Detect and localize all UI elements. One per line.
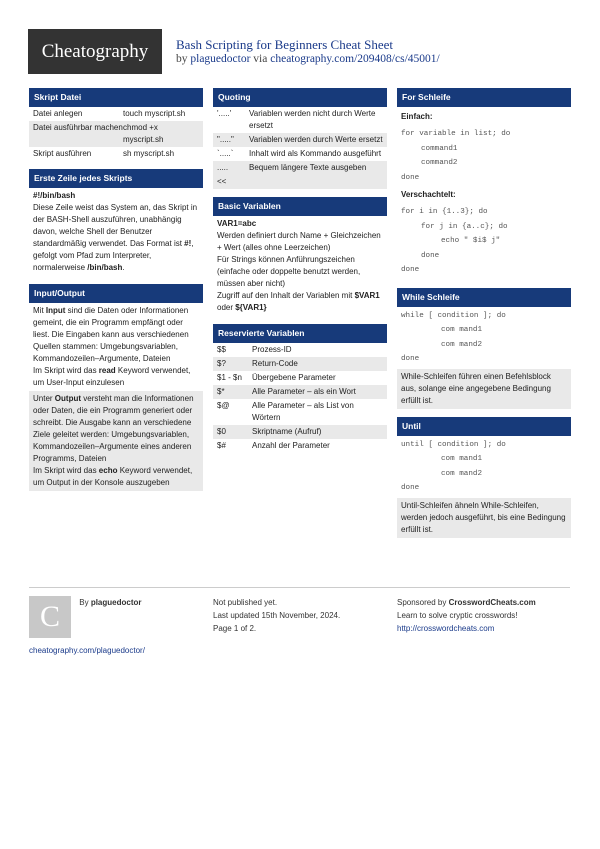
footer-status-block (213, 596, 387, 635)
footer-author-link[interactable]: plaguedoctor (90, 598, 142, 607)
code-block (397, 307, 571, 369)
paragraph-text: Zugriff auf den Inhalt der Variablen mit (217, 291, 355, 300)
section-quoting (213, 88, 387, 189)
row-value: Übergebene Parameter (252, 373, 336, 382)
code-line: done (401, 355, 420, 363)
section-header: While Schleife (397, 288, 571, 307)
page-title: Bash Scripting for Beginners Cheat Sheet (176, 37, 393, 52)
code-line: command1 (421, 144, 458, 153)
code-line: com mand1 (441, 455, 483, 463)
paragraph-text: Im Skript wird das (33, 466, 99, 475)
row-key: << (217, 177, 227, 186)
row-value: sh myscript.sh (123, 149, 175, 158)
sheet-url-link[interactable]: cheatography.com/209408/cs/45001/ (270, 53, 440, 65)
row-key: $? (217, 359, 226, 368)
section-header: Skript Datei (29, 88, 203, 107)
paragraph-text: oder (217, 303, 236, 312)
section-header: Until (397, 417, 571, 436)
code-line: command2 (421, 159, 458, 167)
section-header: Reservierte Variablen (213, 324, 387, 343)
row-value: Anzahl der Parameter (252, 441, 330, 450)
bold-text: Verschachtelt: (401, 190, 456, 199)
bold-text: /bin/bash (87, 263, 123, 272)
code-line: done (401, 484, 420, 492)
row-value: Alle Parameter – als ein Wort (252, 387, 356, 396)
row-key: Skript ausführen (33, 149, 92, 158)
section-header: For Schleife (397, 88, 571, 107)
row-key: "....." (217, 135, 234, 144)
last-updated: Last updated 15th November, 2024. (213, 611, 341, 620)
table-row (213, 439, 387, 453)
row-value: Prozess-ID (252, 345, 292, 354)
section-skript-datei (29, 88, 203, 161)
row-key: $0 (217, 427, 226, 436)
table-row (29, 121, 203, 147)
bold-text: VAR1=abc (217, 219, 257, 228)
paragraph-text: Mit (33, 306, 46, 315)
code-line: for variable in list; do (401, 130, 511, 138)
paragraph-text: Für Strings können Anführungszeichen (einfache oder doppelte benutzt werden, müssen aber nicht) (217, 255, 361, 288)
by-label: by (176, 53, 188, 65)
table-row (213, 357, 387, 371)
cheatography-logo[interactable]: Cheatography (28, 29, 162, 74)
paragraph-text: Im Skript wird das (33, 366, 99, 375)
section-header: Quoting (213, 88, 387, 107)
column-3 (397, 88, 571, 546)
row-key: ..... (217, 163, 229, 172)
paragraph-text: sind die Daten oder Informationen gemeint, die ein Programm empfängt oder liest. Die Eingaben kann aus verschiedenen Quellen stammen: Umgebungsvariablen, Kommandozeilen–Argumente, Dateien (33, 306, 189, 363)
table-row (29, 147, 203, 161)
code-line: for i in {1..3}; do (401, 208, 488, 216)
sponsor-label: Sponsored by (397, 598, 449, 607)
table-row (213, 385, 387, 399)
shebang-text: #!/bin/bash (33, 191, 76, 200)
paragraph-text: While-Schleifen führen einen Befehlsblock aus, solange eine angegebene Bedingung erfüllt ist. (397, 369, 571, 409)
row-key: $$ (217, 345, 226, 354)
row-value: Variablen werden durch Werte ersetzt (249, 135, 383, 144)
code-line: while [ condition ]; do (401, 311, 506, 320)
row-key: '.....' (217, 109, 232, 118)
bold-text: Einfach: (401, 112, 433, 121)
table-row (213, 107, 387, 133)
paragraph-text: Unter (33, 394, 55, 403)
author-profile-link[interactable]: cheatography.com/plaguedoctor/ (29, 646, 145, 655)
row-key: $@ (217, 401, 230, 410)
page-number: Page 1 of 2. (213, 624, 257, 633)
sponsor-link[interactable]: http://crosswordcheats.com (397, 624, 495, 633)
table-row (213, 343, 387, 357)
table-row (213, 371, 387, 385)
code-line: com mand2 (441, 469, 483, 478)
code-line: until [ condition ]; do (401, 440, 506, 449)
bold-text: $VAR1 (354, 291, 380, 300)
row-key: Datei anlegen (33, 109, 83, 118)
publish-status: Not published yet. (213, 598, 278, 607)
code-block (397, 203, 571, 280)
row-value: chmod +x myscript.sh (123, 123, 164, 144)
table-row (213, 133, 387, 147)
input-paragraph (29, 303, 203, 391)
row-value: Bequem längere Texte ausgeben (249, 163, 367, 172)
paragraph-text: Keyword verwendet, um User-Input einzulesen (33, 366, 191, 387)
row-value: Variablen werden nicht durch Werte ersetzt (249, 109, 376, 130)
table-row (213, 175, 387, 189)
bold-text: ${VAR1} (235, 303, 267, 312)
code-block (397, 436, 571, 498)
column-2 (213, 88, 387, 461)
bold-text: #! (184, 239, 192, 248)
footer-sponsor-block (397, 596, 571, 635)
bold-text: Output (54, 394, 82, 403)
section-header: Basic Variablen (213, 197, 387, 216)
row-value: touch myscript.sh (123, 109, 186, 118)
table-row (29, 107, 203, 121)
sponsor-tagline: Learn to solve cryptic crosswords! (397, 611, 518, 620)
section-reservierte-variablen (213, 324, 387, 453)
paragraph-text: Werden definiert durch Name + Gleichzeichen + Wert (alles ohne Leerzeichen) (217, 231, 381, 252)
sponsor-name[interactable]: CrosswordCheats.com (448, 598, 536, 607)
avatar[interactable]: C (29, 596, 71, 638)
row-value: Inhalt wird als Kommando ausgeführt (249, 149, 382, 158)
paragraph-text: , gefolgt vom Pfad zum Interpreter, normalerweise (33, 239, 194, 272)
paragraph-text: Keyword verwendet, um Output in der Konsole auszugeben (33, 466, 193, 487)
paragraph-text: . (122, 263, 125, 272)
section-erste-zeile (29, 169, 203, 276)
table-row (213, 399, 387, 425)
section-basic-variablen (213, 197, 387, 316)
bold-text: echo (98, 466, 118, 475)
table-row (213, 161, 387, 175)
section-while-schleife (397, 288, 571, 409)
column-1 (29, 88, 203, 499)
footer-by-label: By (79, 598, 89, 607)
byline (176, 53, 440, 65)
paragraph-text: versteht man die Informationen oder Daten, die ein Programm generiert oder schreibt. Die Ausgabe kann an verschiedene Ziele geleitet werden: Umgebungsvariablen, Kommandozeilen–Argumente eines anderen Programms, Dateien (33, 394, 194, 463)
code-line: done (421, 251, 440, 260)
row-key: $* (217, 387, 225, 396)
code-line: done (401, 173, 420, 182)
row-value: Alle Parameter – als List von Wörtern (252, 401, 354, 422)
row-value: Return-Code (252, 359, 298, 368)
paragraph-text: Until-Schleifen ähneln While-Schleifen, werden jedoch ausgeführt, bis eine Bedingung erfüllt ist. (397, 498, 571, 538)
bold-text: Input (45, 306, 66, 315)
code-line: for j in {a..c}; do (421, 222, 508, 231)
row-key: `.....` (217, 149, 234, 158)
via-label: via (253, 53, 268, 65)
row-value: Skriptname (Aufruf) (252, 427, 322, 436)
bold-text: read (98, 366, 116, 375)
output-paragraph (29, 391, 203, 491)
row-key: Datei ausführbar machen (33, 123, 123, 132)
paragraph-text: Diese Zeile weist das System an, das Skript in der BASH-Shell auszuführen, unabhängig davon, welche Shell der Benutzer standardmäßig verwendet. Das Format ist (33, 203, 198, 248)
table-row (213, 425, 387, 439)
code-line: com mand1 (441, 326, 483, 334)
section-until (397, 417, 571, 538)
section-header: Input/Output (29, 284, 203, 303)
code-line: done (401, 266, 420, 274)
code-block (397, 125, 571, 187)
footer-author-block (29, 596, 203, 657)
table-row (213, 147, 387, 161)
row-key: $# (217, 441, 226, 450)
section-input-output (29, 284, 203, 491)
author-link[interactable]: plaguedoctor (190, 53, 251, 65)
row-key: $1 - $n (217, 373, 242, 382)
code-line: com mand2 (441, 340, 483, 349)
section-header: Erste Zeile jedes Skripts (29, 169, 203, 188)
section-for-schleife (397, 88, 571, 280)
code-line: echo " $i$ j" (441, 237, 501, 245)
footer (29, 587, 570, 655)
